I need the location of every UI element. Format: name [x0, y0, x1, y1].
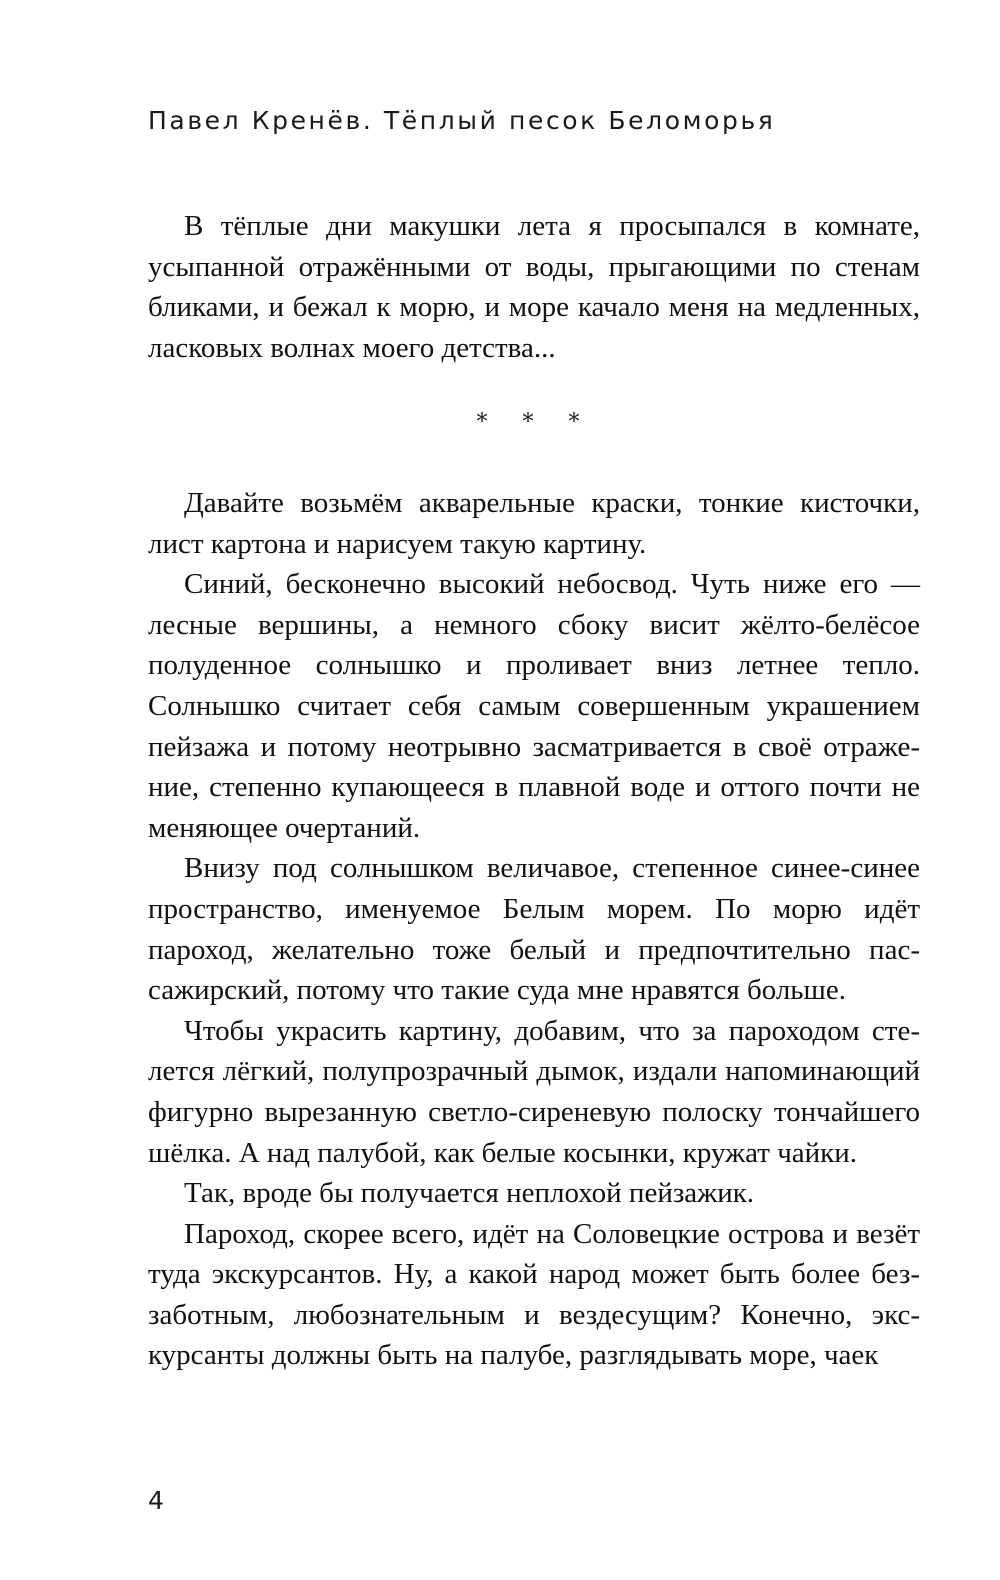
paragraph: Внизу под солнышком величавое, степенное синее-синее пространство, именуемое Белым морем. По морю идёт пароход, желательно тоже белый и предпочтительно пассажирский, потому что такие суда мне нравятся больше.: [148, 852, 920, 1007]
paragraph: Пароход, скорее всего, идёт на Соловецкие острова и везёт туда экскурсантов. Ну, а какой народ может быть более беззаботным, любознательным и вездесущим? Конечно, экскурсанты должны быть на палубе, разглядывать море, чаек: [148, 1217, 920, 1372]
paragraph: Так, вроде бы получается неплохой пейзажик.: [184, 1177, 755, 1210]
paragraph: Синий, бесконечно высокий небосвод. Чуть ниже его — лесные вершины, а немного сбоку висит жёлто-белёсое полуденное солнышко и проливает вниз летнее тепло. Солнышко считает себя самым совершенным украшением пейзажа и потому неотрывно засматривается в своё отражение, степенно купающееся в плавной воде и оттого почти не меняющее очертаний.: [148, 568, 920, 844]
paragraph: Чтобы украсить картину, добавим, что за пароходом стелется лёгкий, полупрозрачный дымок, издали напоминающий фигурно вырезанную светло-сиреневую полоску тончайшего шёлка. А над палубой, как белые косынки, кружат чайки.: [148, 1014, 920, 1169]
section-separator: * * *: [476, 410, 594, 435]
running-header: Павел Кренёв. Тёплый песок Беломорья: [148, 106, 776, 135]
text-section-2: [148, 483, 920, 1376]
paragraph: Давайте возьмём акварельные краски, тонкие кисточки, лист картона и нарисуем такую картину.: [148, 487, 920, 560]
paragraph: В тёплые дни макушки лета я просыпался в комнате, усыпанной отражёнными от воды, прыгающими по стенам бликами, и бежал к морю, и море качало меня на медленных, ласковых волнах моего детства...: [148, 210, 920, 364]
text-section-1: [148, 206, 920, 368]
page-number: 4: [148, 1486, 164, 1515]
